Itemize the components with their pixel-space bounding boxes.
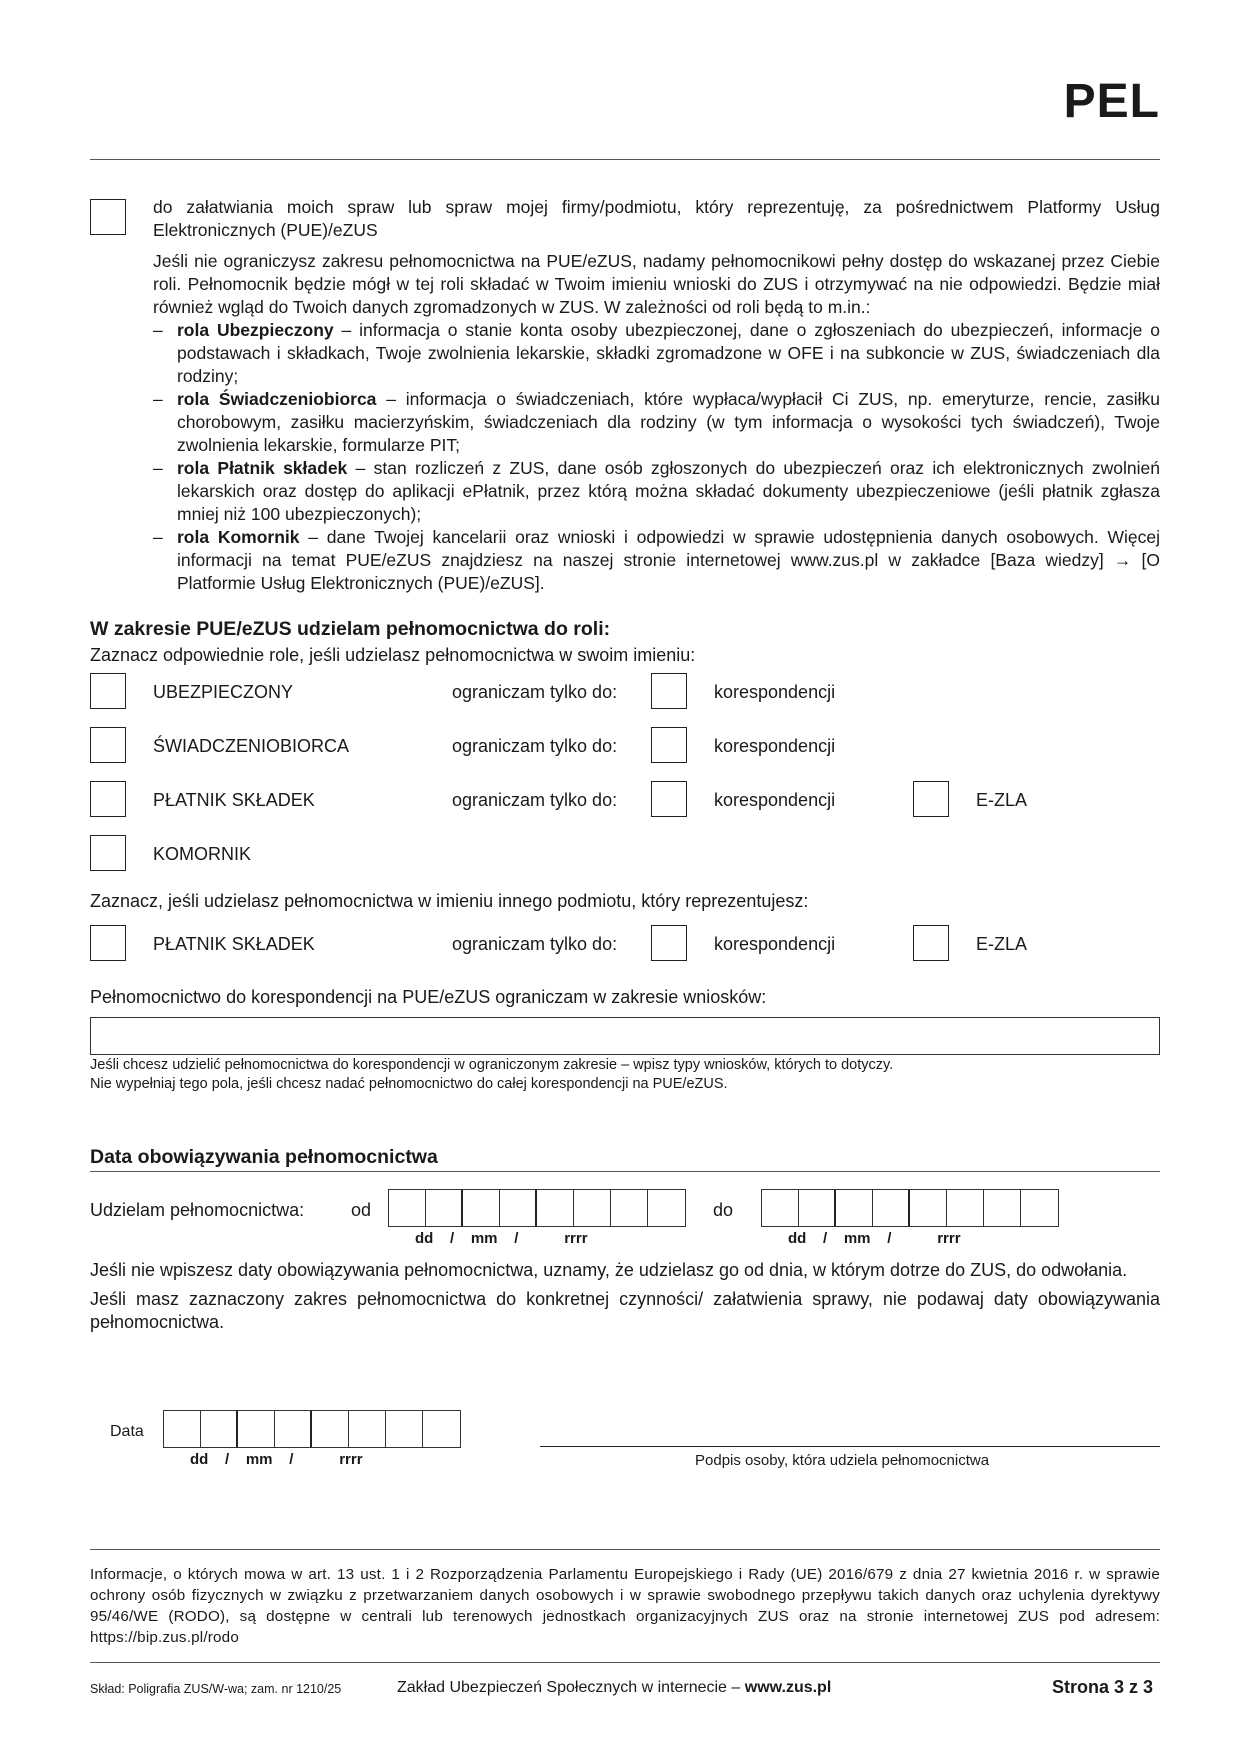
role-description-item: – rola Ubezpieczony – informacja o stanie konta osoby ubezpieczonej, dane o zgłoszeniach do ubezpieczeń, informacje o podstawach i składkach, Twoje zwolnienia lekarskie, składki zgromadzone w OFE i na subkoncie w ZUS, świadczeniach dla rodziny; [153,320,1160,386]
from-date-format: dd / mm / rrrr [415,1230,588,1247]
correspondence-scope-input[interactable] [90,1017,1160,1055]
validity-note-1: Jeśli nie wpiszesz daty obowiązywania pełnomocnictwa, uznamy, że udzielasz go od dnia, w którym dotrze do ZUS, do odwołania. [90,1260,1128,1280]
correspondence-label: korespondencji [714,682,836,702]
limit-label: ograniczam tylko do: [452,736,618,756]
role-description-name: rola Komornik [177,527,300,547]
other-entity-instruction: Zaznacz, jeśli udzielasz pełnomocnictwa w imieniu innego podmiotu, który reprezentujesz: [90,891,809,911]
print-info: Skład: Poligrafia ZUS/W-wa; zam. nr 1210/25 [90,1682,342,1696]
swiadczeniobiorca-correspondence-checkbox[interactable] [651,727,687,763]
pue-option-description: Jeśli nie ograniczysz zakresu pełnomocnictwa na PUE/eZUS, nadamy pełnomocnikowi pełny dostęp do wskazanej przez Ciebie roli. Pełnomocnik będzie mógł w tej roli składać w Twoim imieniu wnioski do ZUS i otrzymywać na nie odpowiedzi. Będzie miał również wgląd do Twoich danych zgromadzonych w ZUS. W zależności od roli będą to m.in.: [153,251,1160,317]
signature-date-format: dd / mm / rrrr [190,1451,363,1468]
zus-website-link[interactable]: www.zus.pl [744,1679,832,1696]
correspondence-hint-1: Jeśli chcesz udzielić pełnomocnictwa do korespondencji w ograniczonym zakresie – wpisz typy wniosków, których to dotyczy. [90,1057,894,1073]
role-platnik-checkbox[interactable] [90,781,126,817]
pue-option-checkbox[interactable] [90,199,126,235]
signature-caption: Podpis osoby, która udziela pełnomocnictwa [695,1452,990,1469]
header-divider [90,159,1160,160]
role-description-list [153,319,1160,595]
role-description-item: – rola Komornik – dane Twojej kancelarii oraz wnioski i odpowiedzi w sprawie udostępnienia danych osobowych. Więcej informacji na temat PUE/eZUS znajdziesz na naszej stronie internetowej www.zus.pl w zakładce [Baza wiedzy] → [O Platformie Usług Elektronicznych (PUE)/eZUS]. [153,527,1160,593]
grant-label: Udzielam pełnomocnictwa: [90,1200,305,1220]
ubezpieczony-correspondence-checkbox[interactable] [651,673,687,709]
role-swiadczeniobiorca-checkbox[interactable] [90,727,126,763]
role-description-text: – informacja o świadczeniach, które wypłaca/wypłacił Ci ZUS, np. emeryturze, rencie, zasiłku chorobowym, zasiłku macierzyńskim, świadczeniach dla rodziny (w tym informacja o wysokości tych świadczeń), Twoje zwolnienia lekarskie, formularze PIT; [177,389,1160,455]
role-description-text: – informacja o stanie konta osoby ubezpieczonej, dane o zgłoszeniach do ubezpieczeń, informacje o podstawach i składkach, Twoje zwolnienia lekarskie, składki zgromadzone w OFE i na subkoncie w ZUS, świadczeniach dla rodziny; [177,320,1160,386]
role-description-text: – stan rozliczeń z ZUS, dane osób zgłoszonych do ubezpieczeń oraz ich elektronicznych zwolnień lekarskich oraz dostęp do aplikacji ePłatnik, przez którą można składać dokumenty ubezpieczeniowe (jeśli płatnik zgłasza mniej niż 100 ubezpieczonych); [177,458,1160,524]
to-label: do [713,1200,734,1220]
to-date-input[interactable] [761,1189,1059,1227]
platnik-ezla-checkbox[interactable] [913,781,949,817]
roles-heading: W zakresie PUE/eZUS udzielam pełnomocnictwa do roli: [90,618,611,640]
correspondence-hint-2: Nie wypełniaj tego pola, jeśli chcesz nadać pełnomocnictwo do całej korespondencji na PUE/eZUS. [90,1076,728,1092]
ezla-label: E-ZLA [976,934,1028,954]
from-label: od [351,1200,372,1220]
own-roles-instruction: Zaznacz odpowiednie role, jeśli udzielasz pełnomocnictwa w swoim imieniu: [90,645,696,665]
footer-divider-bottom [90,1662,1160,1663]
role-ubezpieczony-label: UBEZPIECZONY [153,682,294,702]
validity-note-2: Jeśli masz zaznaczony zakres pełnomocnictwa do konkretnej czynności/ załatwienia sprawy, nie podawaj daty obowiązywania pełnomocnictwa. [90,1289,1160,1332]
validity-divider [90,1171,1160,1172]
role-ubezpieczony-checkbox[interactable] [90,673,126,709]
page-number: Strona 3 z 3 [1052,1677,1154,1697]
correspondence-label: korespondencji [714,934,836,954]
correspondence-label: korespondencji [714,736,836,756]
other-platnik-ezla-checkbox[interactable] [913,925,949,961]
rodo-note: Informacje, o których mowa w art. 13 ust. 1 i 2 Rozporządzenia Parlamentu Europejskiego i Rady (UE) 2016/679 z dnia 27 kwietnia 2016 r. w sprawie ochrony osób fizycznych w związku z przetwarzaniem danych osobowych i w sprawie swobodnego przepływu takich danych oraz uchylenia dyrektywy 95/46/WE (RODO), są dostępne w centrali lub terenowych jednostkach organizacyjnych ZUS oraz na stronie internetowej ZUS pod adresem: https://bip.zus.pl/rodo [90,1566,1160,1646]
role-description-item: – rola Płatnik składek – stan rozliczeń z ZUS, dane osób zgłoszonych do ubezpieczeń oraz ich elektronicznych zwolnień lekarskich oraz dostęp do aplikacji ePłatnik, przez którą można składać dokumenty ubezpieczeniowe (jeśli płatnik zgłasza mniej niż 100 ubezpieczonych); [153,458,1160,524]
validity-heading: Data obowiązywania pełnomocnictwa [90,1146,438,1168]
to-date-format: dd / mm / rrrr [788,1230,961,1247]
from-date-input[interactable] [388,1189,686,1227]
form-code: PEL [1063,75,1160,128]
other-platnik-correspondence-checkbox[interactable] [651,925,687,961]
ezla-label: E-ZLA [976,790,1028,810]
signature-line[interactable] [540,1446,1160,1447]
platnik-correspondence-checkbox[interactable] [651,781,687,817]
pue-option-intro: do załatwiania moich spraw lub spraw mojej firmy/podmiotu, który reprezentuję, za pośrednictwem Platformy Usług Elektronicznych (PUE)/eZUS [153,197,1160,240]
role-platnik-label: PŁATNIK SKŁADEK [153,790,315,810]
role-komornik-label: KOMORNIK [153,844,252,864]
other-platnik-checkbox[interactable] [90,925,126,961]
other-platnik-label: PŁATNIK SKŁADEK [153,934,315,954]
correspondence-label: korespondencji [714,790,836,810]
signature-date-label: Data [110,1423,144,1440]
limit-label: ograniczam tylko do: [452,934,618,954]
signature-date-input[interactable] [163,1410,461,1448]
role-description-name: rola Płatnik składek [177,458,348,478]
correspondence-scope-label: Pełnomocnictwo do korespondencji na PUE/eZUS ograniczam w zakresie wniosków: [90,987,767,1007]
role-swiadczeniobiorca-label: ŚWIADCZENIOBIORCA [153,736,350,756]
footer-divider-top [90,1549,1160,1550]
role-description-item: – rola Świadczeniobiorca – informacja o świadczeniach, które wypłaca/wypłacił Ci ZUS, np. emeryturze, rencie, zasiłku chorobowym, zasiłku macierzyńskim, świadczeniach dla rodziny (w tym informacja o wysokości tych świadczeń), Twoje zwolnienia lekarskie, formularze PIT; [153,389,1160,455]
limit-label: ograniczam tylko do: [452,682,618,702]
internet-info: Zakład Ubezpieczeń Społecznych w internecie – www.zus.pl [397,1679,832,1696]
role-description-text: – dane Twojej kancelarii oraz wnioski i odpowiedzi w sprawie udostępnienia danych osobowych. Więcej informacji na temat PUE/eZUS znajdziesz na naszej stronie internetowej www.zus.pl w zakładce [Baza wiedzy] → [O Platformie Usług Elektronicznych (PUE)/eZUS]. [177,527,1160,593]
role-komornik-checkbox[interactable] [90,835,126,871]
role-description-name: rola Świadczeniobiorca [177,389,377,409]
limit-label: ograniczam tylko do: [452,790,618,810]
role-description-name: rola Ubezpieczony [177,320,334,340]
